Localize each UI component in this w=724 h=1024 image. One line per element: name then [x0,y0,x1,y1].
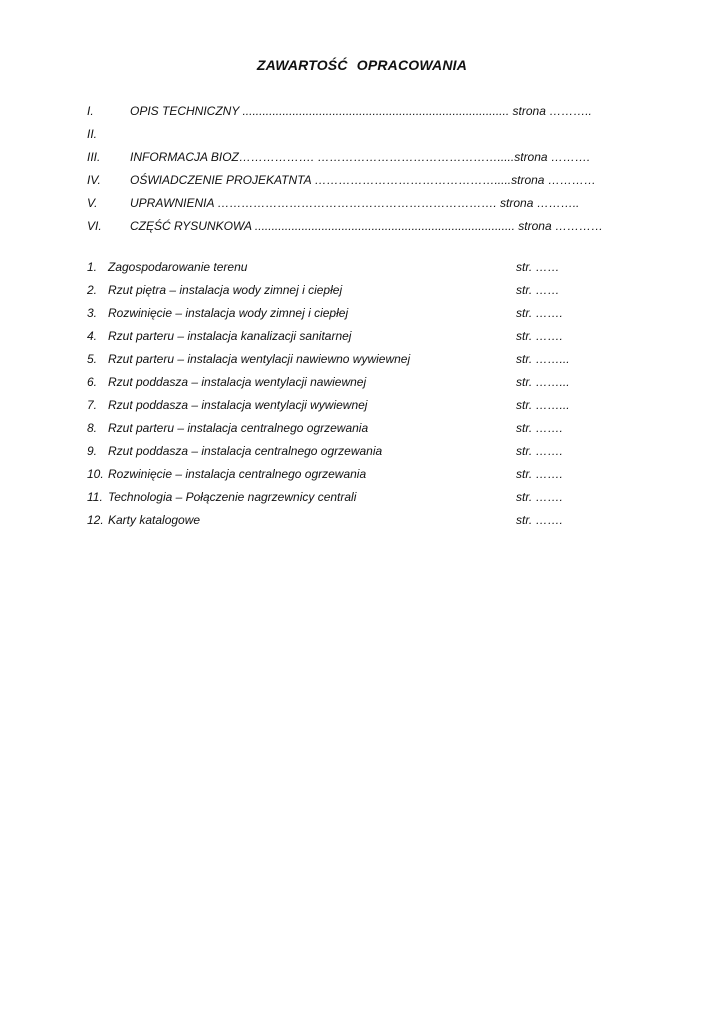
list-item-page: str. ……... [516,398,570,412]
list-item-number: 4. [87,329,98,343]
list-item-number: 5. [87,352,98,366]
list-item-label: Rzut parteru – instalacja centralnego ogrzewania [108,421,369,435]
list-item-number: 8. [87,421,98,435]
section-number: V. [87,196,98,210]
list-item-label: Rzut parteru – instalacja wentylacji nawiewno wywiewnej [108,352,411,366]
list-item-label: Zagospodarowanie terenu [108,260,248,274]
list-item-page: str. ……... [516,352,570,366]
list-item-number: 11. [87,490,103,504]
list-item-number: 9. [87,444,98,458]
list-item-page: str. ……. [516,329,563,343]
section-text: INFORMACJA BIOZ………………. ……………………………………….....strona ………. [130,150,591,164]
list-item-label: Rzut piętra – instalacja wody zimnej i ciepłej [108,283,343,297]
section-text: UPRAWNIENIA ……………………………………………………………. strona ……….. [130,196,580,210]
list-item-number: 3. [87,306,98,320]
list-item-label: Rzut poddasza – instalacja centralnego ogrzewania [108,444,383,458]
list-item-label: Karty katalogowe [108,513,201,527]
list-item-page: str. ……. [516,421,563,435]
list-item-number: 6. [87,375,98,389]
section-number: I. [87,104,94,118]
list-item-label: Rozwinięcie – instalacja centralnego ogrzewania [108,467,367,481]
section-number: II. [87,127,98,141]
list-item-label: Rzut parteru – instalacja kanalizacji sanitarnej [108,329,352,343]
list-item-number: 7. [87,398,98,412]
list-item-number: 2. [87,283,98,297]
list-item-page: str. ……. [516,467,563,481]
list-item-page: str. ……... [516,375,570,389]
section-text: CZĘŚĆ RYSUNKOWA .............................................................................. strona ………… [130,219,603,233]
list-item-page: str. ……. [516,444,563,458]
section-text: OPIS TECHNICZNY ................................................................................ strona ……….. [130,104,592,118]
list-item-label: Rzut poddasza – instalacja wentylacji nawiewnej [108,375,367,389]
list-item-page: str. ……. [516,490,563,504]
list-item-label: Technologia – Połączenie nagrzewnicy centrali [108,490,357,504]
section-number: III. [87,150,101,164]
list-item-page: str. ……. [516,513,563,527]
list-item-number: 1. [87,260,98,274]
list-item-number: 12. [87,513,104,527]
list-item-page: str. …… [516,260,560,274]
list-item-number: 10. [87,467,104,481]
list-item-page: str. ……. [516,306,563,320]
list-item-label: Rzut poddasza – instalacja wentylacji wywiewnej [108,398,368,412]
document-title: ZAWARTOŚĆ OPRACOWANIA [256,57,468,73]
section-number: VI. [87,219,102,233]
section-text: OŚWIADCZENIE PROJEKATNTA ……………………………………….....strona ………… [130,173,596,187]
list-item-page: str. …… [516,283,560,297]
list-item-label: Rozwinięcie – instalacja wody zimnej i ciepłej [108,306,349,320]
section-number: IV. [87,173,101,187]
